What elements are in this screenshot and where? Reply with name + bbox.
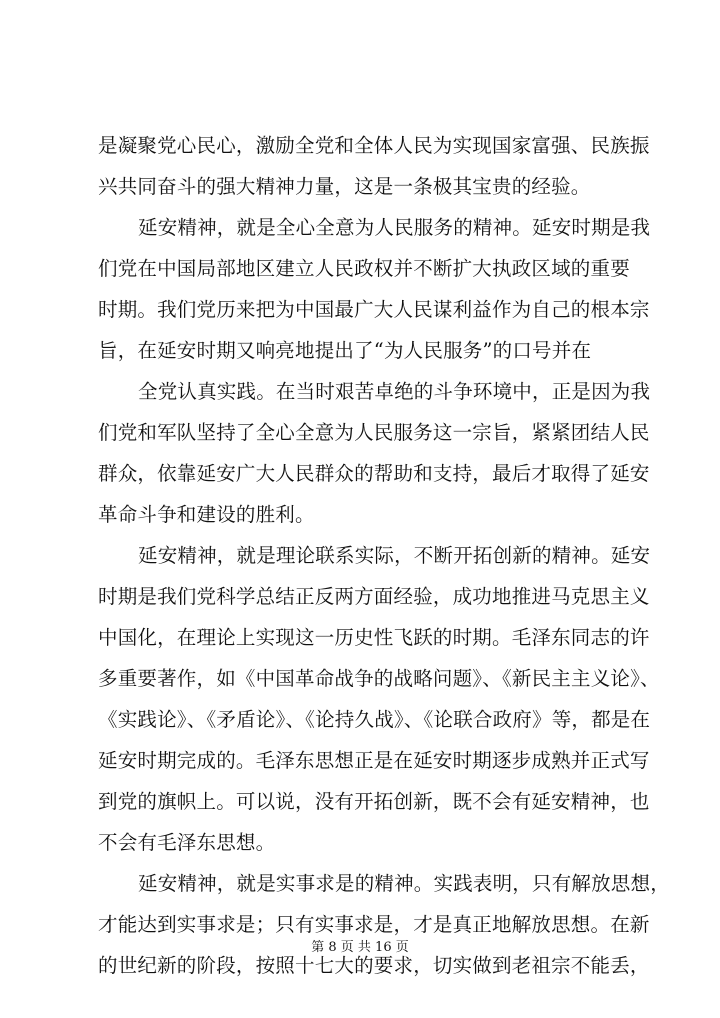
- body-text-line: 多重要著作，如《中国革命战争的战略问题》、《新民主主义论》、: [98, 667, 660, 690]
- body-text-line: 才能达到实事求是；只有实事求是，才是真正地解放思想。在新: [98, 913, 650, 936]
- body-text-line: 是凝聚党心民心，激励全党和全体人民为实现国家富强、民族振: [98, 134, 650, 157]
- body-text-line: 们党和军队坚持了全心全意为人民服务这一宗旨，紧紧团结人民: [98, 421, 650, 444]
- body-text-line: 兴共同奋斗的强大精神力量，这是一条极其宝贵的经验。: [98, 175, 591, 198]
- body-text-line: 们党在中国局部地区建立人民政权并不断扩大执政区域的重要: [98, 257, 630, 280]
- body-text-line: 延安时期完成的。毛泽东思想正是在延安时期逐步成熟并正式写: [98, 749, 650, 772]
- body-text-line: 群众，依靠延安广大人民群众的帮助和支持，最后才取得了延安: [98, 462, 650, 485]
- body-text-line: 旨，在延安时期又响亮地提出了“为人民服务”的口号并在: [98, 339, 592, 362]
- body-text-line: 中国化，在理论上实现这一历史性飞跃的时期。毛泽东同志的许: [98, 626, 650, 649]
- body-text-line: 时期是我们党科学总结正反两方面经验，成功地推进马克思主义: [98, 585, 650, 608]
- body-text-line: 不会有毛泽东思想。: [98, 831, 276, 854]
- body-text-line: 延安精神，就是全心全意为人民服务的精神。延安时期是我: [138, 216, 651, 239]
- body-text-line: 延安精神，就是实事求是的精神。实践表明，只有解放思想，: [138, 872, 670, 895]
- body-text-line: 全党认真实践。在当时艰苦卓绝的斗争环境中，正是因为我: [138, 380, 651, 403]
- page-number-footer: 第 8 页 共 16 页: [311, 940, 409, 955]
- body-text-line: 延安精神，就是理论联系实际，不断开拓创新的精神。延安: [138, 544, 651, 567]
- body-text-line: 革命斗争和建设的胜利。: [98, 503, 315, 526]
- body-text-line: 的世纪新的阶段，按照十七大的要求，切实做到老祖宗不能丢，: [98, 954, 650, 977]
- body-text-line: 时期。我们党历来把为中国最广大人民谋利益作为自己的根本宗: [98, 298, 650, 321]
- body-text-line: 《实践论》、《矛盾论》、《论持久战》、《论联合政府》等，都是在: [98, 708, 651, 731]
- body-text-line: 到党的旗帜上。可以说，没有开拓创新，既不会有延安精神，也: [98, 790, 650, 813]
